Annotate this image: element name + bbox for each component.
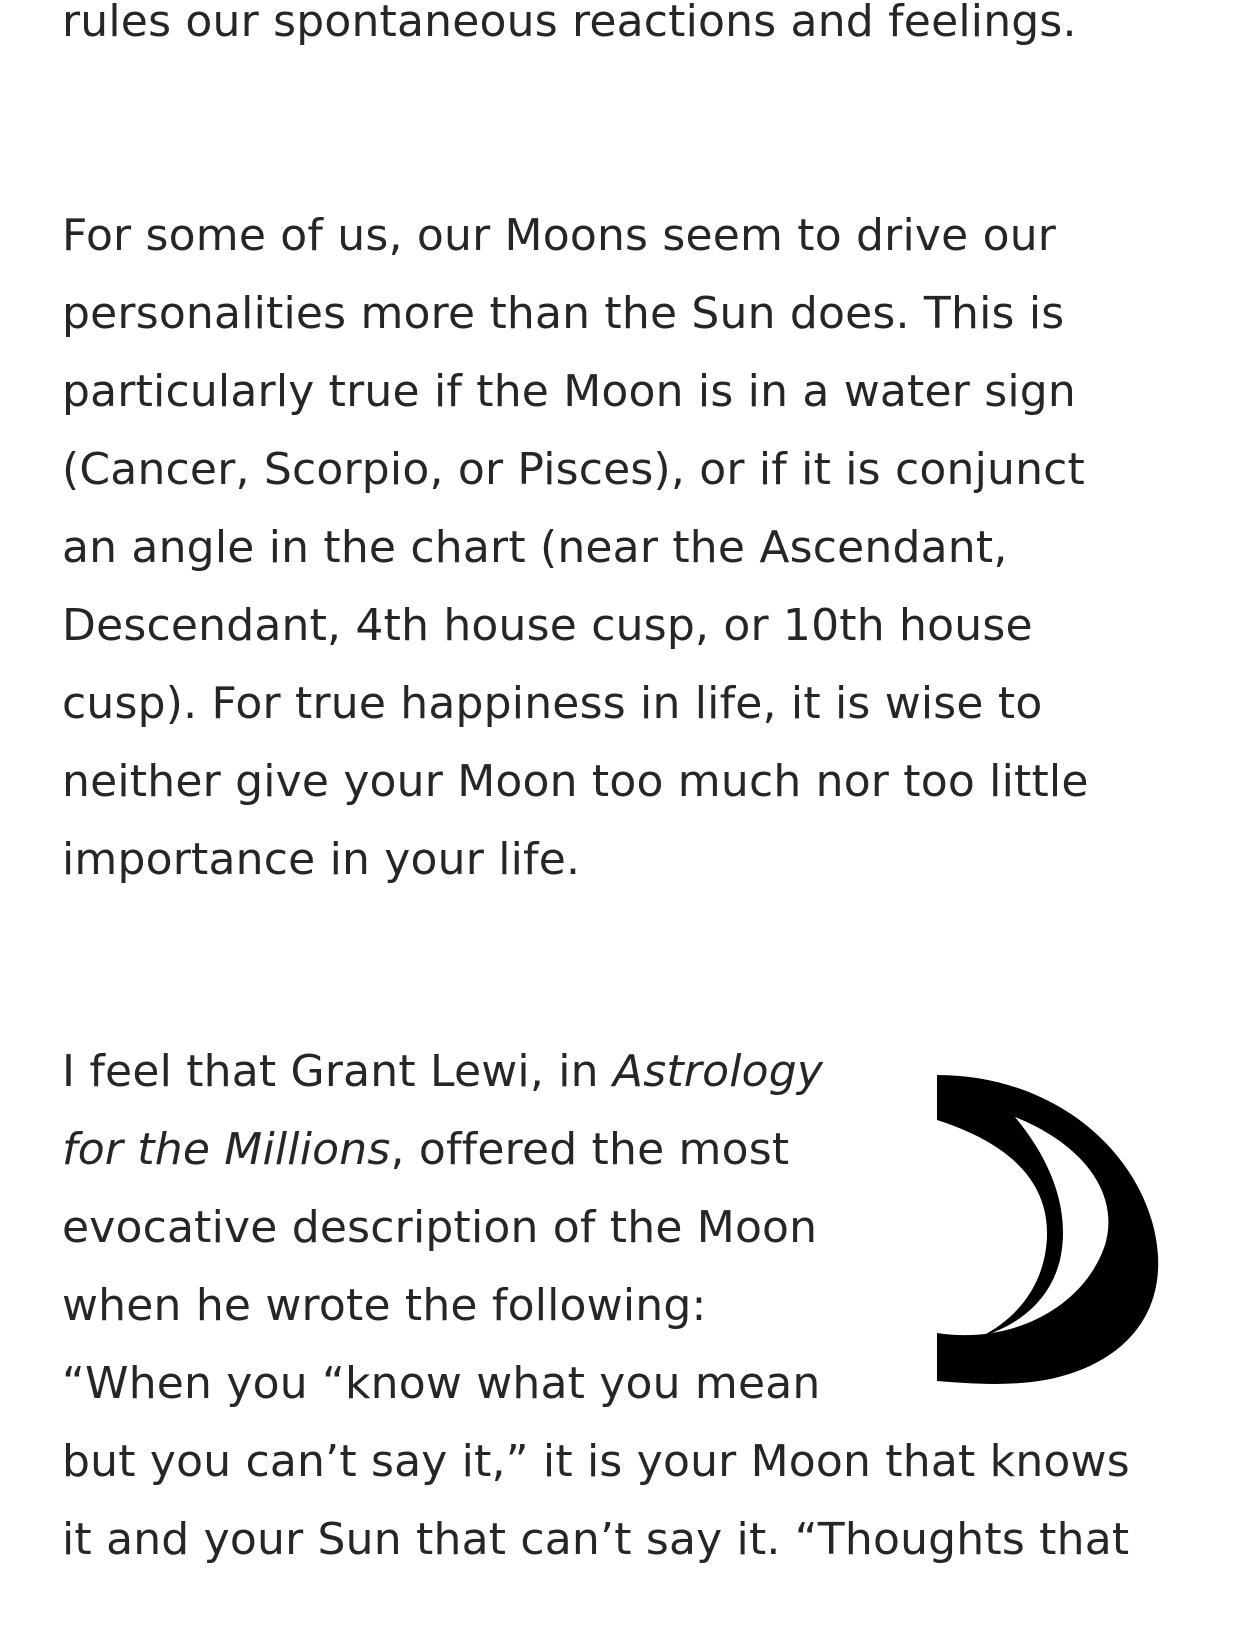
moon-crescent-shape bbox=[937, 1075, 1158, 1384]
paragraph-line: (Cancer, Scorpio, or Pisces), or if it is conjunct bbox=[62, 444, 1086, 495]
paragraph-line: particularly true if the Moon is in a water sign bbox=[62, 366, 1077, 417]
paragraph-line: cusp). For true happiness in life, it is wise to bbox=[62, 678, 1043, 729]
paragraph-line: neither give your Moon too much nor too little bbox=[62, 756, 1089, 807]
paragraph-line: For some of us, our Moons seem to drive our bbox=[62, 210, 1057, 261]
paragraph-line: rules our spontaneous reactions and feelings. bbox=[62, 0, 1077, 47]
paragraph-line: an angle in the chart (near the Ascendant, bbox=[62, 522, 1008, 573]
book-title-part: Astrology bbox=[612, 1046, 824, 1097]
paragraph-line: but you can’t say it,” it is your Moon that knows bbox=[62, 1436, 1130, 1487]
paragraph-line: it and your Sun that can’t say it. “Thoughts that bbox=[62, 1514, 1130, 1565]
paragraph-line: “When you “know what you mean bbox=[62, 1358, 821, 1409]
text-run: I feel that Grant Lewi, in bbox=[62, 1046, 613, 1097]
paragraph-line bbox=[62, 1110, 789, 1190]
paragraph-line: personalities more than the Sun does. This is bbox=[62, 288, 1065, 339]
paragraph-line: Descendant, 4th house cusp, or 10th house bbox=[62, 600, 1033, 651]
book-title-part: for the Millions bbox=[62, 1124, 391, 1175]
moon-crescent-icon bbox=[935, 1075, 1170, 1400]
paragraph-line: evocative description of the Moon bbox=[62, 1202, 818, 1253]
paragraph-line: when he wrote the following: bbox=[62, 1280, 707, 1331]
paragraph-line bbox=[62, 1032, 823, 1112]
text-run: , offered the most bbox=[390, 1124, 790, 1175]
paragraph-line: importance in your life. bbox=[62, 834, 581, 885]
